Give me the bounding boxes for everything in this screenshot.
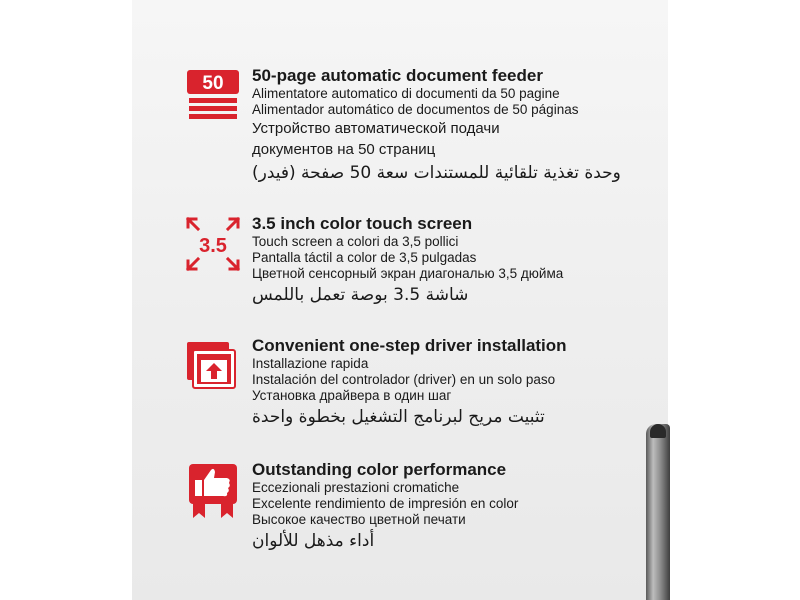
feature-title: Outstanding color performance (252, 460, 507, 479)
feature-line-ru-2: документов на 50 страниц (252, 141, 436, 158)
feature-line-it: Touch screen a colori da 3,5 pollici (252, 234, 459, 249)
thumbs-up-icon (185, 462, 241, 518)
feature-line-es: Instalación del controlador (driver) en un solo paso (252, 372, 556, 387)
feature-line-ru: Установка драйвера в один шаг (252, 388, 452, 403)
document-feeder-icon (185, 68, 241, 124)
feature-line-ar: وحدة تغذية تلقائية للمستندات سعة 50 صفحة (فيدر) (252, 163, 621, 183)
driver-install-icon (185, 338, 241, 394)
feature-line-it: Eccezionali prestazioni cromatiche (252, 480, 460, 495)
feature-line-it: Installazione rapida (252, 356, 369, 371)
feature-line-es: Pantalla táctil a color de 3,5 pulgadas (252, 250, 477, 265)
feature-line-ar: شاشة 3.5 بوصة تعمل باللمس (252, 285, 469, 305)
feature-line-ru: Цветной сенсорный экран диагональю 3,5 дюйма (252, 266, 564, 281)
touch-icon-label: 3.5 (199, 235, 227, 257)
touch-screen-icon (185, 216, 241, 272)
feature-line-it: Alimentatore automatico di documenti da 50 pagine (252, 86, 560, 101)
feature-title: Convenient one-step driver installation (252, 336, 567, 355)
feeder-icon-label: 50 (202, 73, 224, 94)
feature-line-es: Excelente rendimiento de impresión en color (252, 496, 519, 511)
feature-line-ru: Высокое качество цветной печати (252, 512, 466, 527)
feature-line-ru-1: Устройство автоматической подачи (252, 120, 500, 137)
feature-title: 3.5 inch color touch screen (252, 214, 473, 233)
feature-line-ar: أداء مذهل للألوان (252, 531, 375, 551)
feature-title: 50-page automatic document feeder (252, 66, 543, 85)
feature-line-es: Alimentador automático de documentos de 50 páginas (252, 102, 579, 117)
feature-line-ar: تثبيت مريح لبرنامج التشغيل بخطوة واحدة (252, 407, 545, 427)
